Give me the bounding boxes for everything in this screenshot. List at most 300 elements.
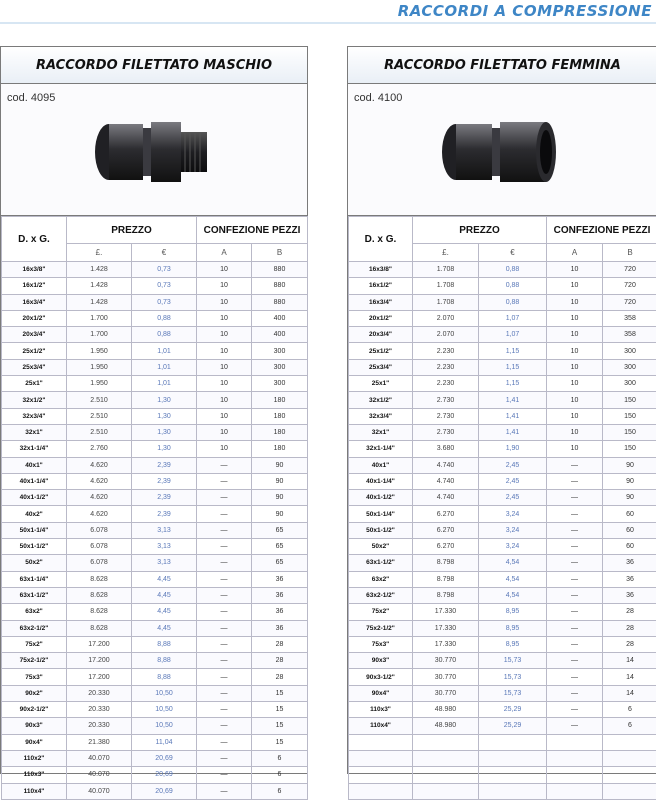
- table-cell: 4.620: [67, 457, 132, 473]
- table-row: [2, 457, 308, 473]
- male-fitting-title: RACCORDO FILETTATO MASCHIO: [1, 47, 307, 84]
- table-cell: [413, 767, 479, 783]
- table-row: [349, 636, 656, 652]
- table-row: [2, 669, 308, 685]
- table-cell: [349, 734, 413, 750]
- table-cell: 2,39: [132, 473, 197, 489]
- table-cell: 2.230: [413, 376, 479, 392]
- table-cell: 20.330: [67, 685, 132, 701]
- table-cell: 50x2": [2, 555, 67, 571]
- table-cell: 2.510: [67, 424, 132, 440]
- table-cell: 6.078: [67, 539, 132, 555]
- female-fitting-title: RACCORDO FILETTATO FEMMINA: [348, 47, 656, 84]
- table-cell: 300: [252, 359, 308, 375]
- table-cell: —: [197, 604, 252, 620]
- male-fitting-table: [1, 216, 308, 800]
- table-cell: 10: [197, 441, 252, 457]
- table-cell: 10: [197, 294, 252, 310]
- table-cell: 25x1/2": [349, 343, 413, 359]
- table-cell: 36: [252, 620, 308, 636]
- table-row: [349, 669, 656, 685]
- table-cell: 8,95: [479, 636, 547, 652]
- table-row: [2, 490, 308, 506]
- table-cell: 2,45: [479, 490, 547, 506]
- table-cell: 4.740: [413, 473, 479, 489]
- table-cell: 10: [197, 376, 252, 392]
- table-cell: 10: [197, 278, 252, 294]
- table-cell: 6: [252, 750, 308, 766]
- table-cell: 90: [603, 490, 656, 506]
- table-cell: 10: [547, 408, 603, 424]
- table-cell: 2,39: [132, 457, 197, 473]
- table-cell: 16x1/2": [349, 278, 413, 294]
- table-cell: 32x1": [2, 424, 67, 440]
- col-lire: £.: [413, 244, 479, 262]
- table-cell: —: [197, 490, 252, 506]
- table-row: [2, 750, 308, 766]
- table-cell: 30.770: [413, 669, 479, 685]
- table-row: [2, 262, 308, 278]
- table-cell: 2,39: [132, 490, 197, 506]
- col-prezzo: PREZZO: [67, 217, 197, 244]
- table-cell: 20,69: [132, 767, 197, 783]
- table-row: [349, 408, 656, 424]
- table-row: [349, 310, 656, 326]
- table-cell: 16x1/2": [2, 278, 67, 294]
- empty-table-row: [349, 734, 656, 750]
- table-cell: 14: [603, 685, 656, 701]
- table-cell: 150: [603, 408, 656, 424]
- table-cell: 1.950: [67, 376, 132, 392]
- table-cell: 10: [547, 327, 603, 343]
- table-cell: 180: [252, 408, 308, 424]
- table-cell: 20x1/2": [2, 310, 67, 326]
- col-euro: €: [479, 244, 547, 262]
- table-cell: 180: [252, 424, 308, 440]
- table-cell: —: [197, 506, 252, 522]
- table-cell: 50x1-1/2": [349, 522, 413, 538]
- table-cell: 36: [252, 571, 308, 587]
- table-cell: 10,50: [132, 685, 197, 701]
- table-cell: [349, 750, 413, 766]
- table-cell: 63x2": [349, 571, 413, 587]
- table-cell: 4.620: [67, 473, 132, 489]
- table-row: [2, 310, 308, 326]
- table-row: [349, 685, 656, 701]
- page-title: RACCORDI A COMPRESSIONE: [398, 2, 652, 20]
- table-cell: 0,88: [132, 310, 197, 326]
- table-cell: 32x1-1/4": [349, 441, 413, 457]
- table-cell: 1.700: [67, 327, 132, 343]
- table-cell: 2.730: [413, 392, 479, 408]
- table-cell: 10: [197, 310, 252, 326]
- table-cell: 30.770: [413, 653, 479, 669]
- table-cell: [603, 783, 656, 799]
- table-cell: —: [197, 767, 252, 783]
- table-cell: 40x1": [2, 457, 67, 473]
- female-fitting-code: cod. 4100: [354, 92, 402, 104]
- table-cell: 21.380: [67, 734, 132, 750]
- table-cell: 75x2-1/2": [2, 653, 67, 669]
- table-cell: 110x4": [349, 718, 413, 734]
- table-cell: 20x3/4": [2, 327, 67, 343]
- table-cell: 150: [603, 441, 656, 457]
- table-row: [349, 653, 656, 669]
- table-row: [2, 506, 308, 522]
- table-cell: 50x1-1/4": [2, 522, 67, 538]
- table-cell: 75x3": [349, 636, 413, 652]
- table-cell: —: [547, 604, 603, 620]
- table-cell: 63x1-1/2": [349, 555, 413, 571]
- table-cell: 4,45: [132, 587, 197, 603]
- table-cell: —: [547, 718, 603, 734]
- table-cell: 15,73: [479, 669, 547, 685]
- table-cell: 1.708: [413, 294, 479, 310]
- table-cell: —: [547, 457, 603, 473]
- table-cell: 0,73: [132, 278, 197, 294]
- table-cell: 28: [603, 604, 656, 620]
- table-cell: 3,13: [132, 555, 197, 571]
- table-row: [2, 718, 308, 734]
- table-cell: 36: [252, 587, 308, 603]
- table-cell: 358: [603, 327, 656, 343]
- table-row: [349, 376, 656, 392]
- table-cell: 50x1-1/4": [349, 506, 413, 522]
- table-row: [2, 278, 308, 294]
- male-fitting-panel: [0, 46, 308, 774]
- table-cell: 90x2": [2, 685, 67, 701]
- table-cell: 10: [547, 262, 603, 278]
- table-cell: —: [547, 539, 603, 555]
- table-cell: —: [547, 702, 603, 718]
- table-cell: 17.330: [413, 636, 479, 652]
- col-lire: £.: [67, 244, 132, 262]
- table-cell: 1,07: [479, 310, 547, 326]
- table-cell: 17.200: [67, 669, 132, 685]
- table-cell: 48.980: [413, 702, 479, 718]
- table-cell: 1.428: [67, 294, 132, 310]
- col-b: B: [252, 244, 308, 262]
- table-cell: 10: [197, 327, 252, 343]
- table-cell: 90x3-1/2": [349, 669, 413, 685]
- table-cell: [547, 750, 603, 766]
- table-cell: 1,41: [479, 392, 547, 408]
- table-cell: 8.798: [413, 587, 479, 603]
- table-cell: 2.230: [413, 359, 479, 375]
- table-cell: 15: [252, 718, 308, 734]
- table-cell: 15,73: [479, 685, 547, 701]
- table-row: [349, 327, 656, 343]
- table-cell: —: [197, 750, 252, 766]
- table-cell: 60: [603, 506, 656, 522]
- table-cell: [603, 767, 656, 783]
- table-cell: —: [197, 539, 252, 555]
- table-row: [2, 473, 308, 489]
- table-row: [349, 522, 656, 538]
- table-cell: 2,39: [132, 506, 197, 522]
- table-row: [349, 620, 656, 636]
- table-cell: 17.330: [413, 604, 479, 620]
- table-cell: —: [547, 653, 603, 669]
- table-row: [2, 359, 308, 375]
- table-cell: 20x1/2": [349, 310, 413, 326]
- table-cell: [603, 750, 656, 766]
- table-row: [349, 571, 656, 587]
- table-cell: 150: [603, 424, 656, 440]
- table-cell: 0,88: [479, 294, 547, 310]
- table-cell: 2.730: [413, 424, 479, 440]
- table-cell: 15: [252, 734, 308, 750]
- table-cell: 90x4": [2, 734, 67, 750]
- table-cell: 90: [252, 457, 308, 473]
- table-cell: 0,73: [132, 262, 197, 278]
- table-row: [2, 294, 308, 310]
- table-cell: 720: [603, 294, 656, 310]
- table-cell: 10: [197, 359, 252, 375]
- table-cell: 4.620: [67, 506, 132, 522]
- table-cell: [479, 783, 547, 799]
- table-cell: 63x2": [2, 604, 67, 620]
- table-row: [349, 506, 656, 522]
- table-cell: [413, 734, 479, 750]
- table-cell: 14: [603, 669, 656, 685]
- table-cell: 10: [547, 376, 603, 392]
- table-cell: 880: [252, 294, 308, 310]
- table-cell: 3,13: [132, 539, 197, 555]
- empty-table-row: [349, 783, 656, 799]
- empty-table-row: [349, 750, 656, 766]
- table-row: [2, 376, 308, 392]
- table-cell: 3,13: [132, 522, 197, 538]
- table-cell: 8,95: [479, 604, 547, 620]
- empty-table-row: [349, 767, 656, 783]
- table-cell: [479, 767, 547, 783]
- male-fitting-image-area: [1, 84, 307, 216]
- table-cell: 2.070: [413, 327, 479, 343]
- table-cell: —: [197, 587, 252, 603]
- table-cell: 15,73: [479, 653, 547, 669]
- table-cell: 720: [603, 262, 656, 278]
- table-cell: 8.798: [413, 571, 479, 587]
- table-cell: 1.950: [67, 359, 132, 375]
- table-cell: 28: [603, 620, 656, 636]
- table-row: [349, 441, 656, 457]
- table-cell: 75x2": [349, 604, 413, 620]
- female-fitting-panel: [347, 46, 656, 774]
- table-cell: 36: [603, 587, 656, 603]
- table-cell: 75x2-1/2": [349, 620, 413, 636]
- table-cell: —: [197, 669, 252, 685]
- table-cell: 32x1/2": [2, 392, 67, 408]
- table-cell: —: [547, 555, 603, 571]
- col-a: A: [197, 244, 252, 262]
- table-cell: —: [197, 473, 252, 489]
- table-cell: 300: [603, 343, 656, 359]
- table-cell: —: [197, 734, 252, 750]
- table-row: [349, 424, 656, 440]
- table-cell: 20,69: [132, 783, 197, 799]
- table-cell: 1,90: [479, 441, 547, 457]
- table-row: [349, 702, 656, 718]
- table-cell: 90x4": [349, 685, 413, 701]
- table-row: [2, 734, 308, 750]
- col-euro: €: [132, 244, 197, 262]
- table-cell: 2.730: [413, 408, 479, 424]
- table-cell: 6: [252, 783, 308, 799]
- table-row: [349, 278, 656, 294]
- table-cell: 10: [547, 310, 603, 326]
- col-prezzo: PREZZO: [413, 217, 547, 244]
- table-cell: 3,24: [479, 539, 547, 555]
- col-dg: D. x G.: [349, 217, 413, 262]
- table-cell: 10: [197, 392, 252, 408]
- table-row: [2, 604, 308, 620]
- table-cell: 8.798: [413, 555, 479, 571]
- table-cell: 40.070: [67, 767, 132, 783]
- table-row: [349, 343, 656, 359]
- page-header: [0, 0, 656, 24]
- table-cell: —: [197, 571, 252, 587]
- table-row: [349, 718, 656, 734]
- table-cell: 1.708: [413, 262, 479, 278]
- table-cell: 1,30: [132, 424, 197, 440]
- table-cell: 65: [252, 555, 308, 571]
- table-cell: [413, 783, 479, 799]
- table-cell: 40x2": [2, 506, 67, 522]
- table-cell: [547, 783, 603, 799]
- header-underline: [0, 22, 656, 24]
- table-cell: 16x3/8": [349, 262, 413, 278]
- table-cell: 150: [603, 392, 656, 408]
- female-threaded-fitting-image: [436, 106, 566, 198]
- table-cell: —: [197, 522, 252, 538]
- table-cell: 4.740: [413, 490, 479, 506]
- table-cell: 110x3": [2, 767, 67, 783]
- table-cell: 1,30: [132, 441, 197, 457]
- table-cell: 6.078: [67, 522, 132, 538]
- table-cell: 300: [603, 359, 656, 375]
- table-cell: 8.628: [67, 604, 132, 620]
- table-cell: 1.428: [67, 278, 132, 294]
- table-cell: 25x3/4": [349, 359, 413, 375]
- table-cell: —: [197, 555, 252, 571]
- table-cell: 4,45: [132, 620, 197, 636]
- table-cell: 1.428: [67, 262, 132, 278]
- table-cell: 180: [252, 392, 308, 408]
- table-cell: 300: [252, 376, 308, 392]
- table-cell: 20,69: [132, 750, 197, 766]
- table-cell: 63x2-1/2": [2, 620, 67, 636]
- table-cell: 25x3/4": [2, 359, 67, 375]
- table-cell: [479, 734, 547, 750]
- table-cell: 63x1-1/2": [2, 587, 67, 603]
- table-cell: 25x1": [349, 376, 413, 392]
- table-row: [349, 294, 656, 310]
- table-cell: 6: [603, 718, 656, 734]
- table-cell: 36: [603, 571, 656, 587]
- table-cell: 16x3/8": [2, 262, 67, 278]
- table-cell: 32x1/2": [349, 392, 413, 408]
- table-cell: 40x1-1/4": [349, 473, 413, 489]
- table-row: [2, 392, 308, 408]
- table-cell: 32x1": [349, 424, 413, 440]
- table-cell: 10,50: [132, 702, 197, 718]
- table-cell: [413, 750, 479, 766]
- table-cell: 10: [547, 359, 603, 375]
- table-cell: 0,88: [132, 327, 197, 343]
- table-cell: 90: [252, 490, 308, 506]
- table-cell: 50x2": [349, 539, 413, 555]
- table-cell: 6.270: [413, 539, 479, 555]
- table-cell: —: [547, 620, 603, 636]
- table-cell: 65: [252, 522, 308, 538]
- table-cell: 2.230: [413, 343, 479, 359]
- table-row: [2, 620, 308, 636]
- table-row: [2, 767, 308, 783]
- table-cell: —: [197, 783, 252, 799]
- col-confezione: CONFEZIONE PEZZI: [197, 217, 308, 244]
- table-cell: 4,54: [479, 555, 547, 571]
- table-row: [349, 359, 656, 375]
- table-cell: [479, 750, 547, 766]
- table-row: [2, 408, 308, 424]
- table-cell: 0,88: [479, 262, 547, 278]
- table-cell: 6.078: [67, 555, 132, 571]
- table-row: [349, 555, 656, 571]
- table-cell: 25x1": [2, 376, 67, 392]
- table-cell: 40x1-1/2": [349, 490, 413, 506]
- table-cell: 400: [252, 327, 308, 343]
- table-cell: 11,04: [132, 734, 197, 750]
- table-cell: [547, 734, 603, 750]
- table-cell: 0,73: [132, 294, 197, 310]
- table-row: [2, 327, 308, 343]
- table-cell: 90: [252, 506, 308, 522]
- table-cell: 25,29: [479, 702, 547, 718]
- table-cell: 60: [603, 539, 656, 555]
- table-cell: 2.760: [67, 441, 132, 457]
- table-cell: 14: [603, 653, 656, 669]
- table-cell: [603, 734, 656, 750]
- table-cell: 400: [252, 310, 308, 326]
- table-cell: 90x3": [349, 653, 413, 669]
- col-confezione: CONFEZIONE PEZZI: [547, 217, 656, 244]
- table-cell: 1,41: [479, 424, 547, 440]
- table-cell: —: [197, 620, 252, 636]
- table-cell: 48.980: [413, 718, 479, 734]
- table-cell: —: [197, 685, 252, 701]
- table-cell: 1,30: [132, 392, 197, 408]
- table-cell: 2.510: [67, 392, 132, 408]
- table-cell: 40.070: [67, 783, 132, 799]
- table-cell: —: [547, 685, 603, 701]
- table-cell: 20x3/4": [349, 327, 413, 343]
- table-cell: 10: [197, 343, 252, 359]
- female-fitting-image-area: [348, 84, 656, 216]
- table-row: [2, 685, 308, 701]
- table-cell: 1,01: [132, 376, 197, 392]
- table-cell: 10: [197, 424, 252, 440]
- table-row: [349, 539, 656, 555]
- table-cell: 8.628: [67, 620, 132, 636]
- table-cell: 25,29: [479, 718, 547, 734]
- table-cell: 17.200: [67, 653, 132, 669]
- table-cell: —: [547, 473, 603, 489]
- table-row: [2, 441, 308, 457]
- table-row: [2, 587, 308, 603]
- table-cell: 36: [252, 604, 308, 620]
- table-cell: 4,45: [132, 571, 197, 587]
